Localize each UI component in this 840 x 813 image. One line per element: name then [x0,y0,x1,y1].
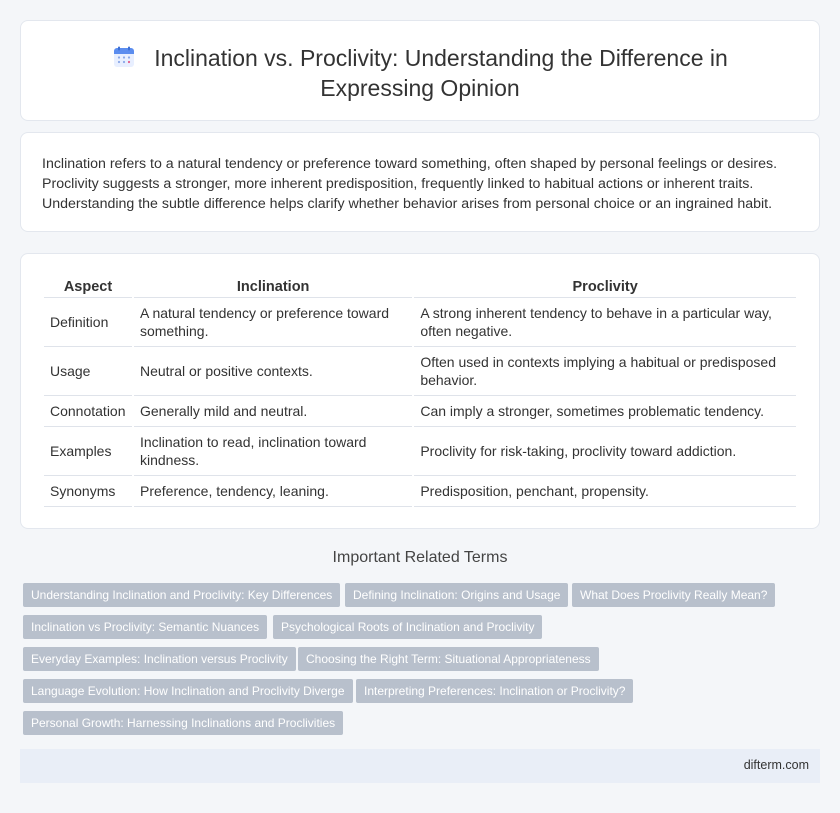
related-term-tag[interactable]: Inclination vs Proclivity: Semantic Nuances [23,615,267,639]
table-row [44,476,796,507]
row-aspect: Definition [44,298,132,347]
title-card [20,20,820,121]
related-term-tag[interactable]: Interpreting Preferences: Inclination or Proclivity? [356,679,633,703]
row-proclivity: Proclivity for risk-taking, proclivity toward addiction. [414,427,796,476]
related-term-tag[interactable]: Personal Growth: Harnessing Inclinations and Proclivities [23,711,343,735]
header-proclivity: Proclivity [414,273,796,298]
title-line-1: Inclination vs. Proclivity: Understanding the Difference in [154,45,728,71]
header-inclination: Inclination [134,273,412,298]
calendar-icon [112,45,136,69]
related-term-tag[interactable]: Defining Inclination: Origins and Usage [345,583,568,607]
related-terms-heading: Important Related Terms [332,549,508,566]
row-proclivity: A strong inherent tendency to behave in a particular way, often negative. [414,298,796,347]
intro-card [20,132,820,232]
row-proclivity: Often used in contexts implying a habitual or predisposed behavior. [414,347,796,396]
table-row [44,396,796,427]
row-inclination: Preference, tendency, leaning. [134,476,412,507]
row-aspect: Usage [44,347,132,396]
row-inclination: A natural tendency or preference toward something. [134,298,412,347]
related-term-tag[interactable]: Psychological Roots of Inclination and Proclivity [273,615,542,639]
header-aspect: Aspect [44,273,132,298]
intro-text: Inclination refers to a natural tendency or preference toward something, often shaped by personal feelings or desires. Proclivity suggests a stronger, more inherent predisposition, frequently linked to habitual actions or inherent traits. Understanding the subtle difference helps clarify whether behavior arises from personal choice or an ingrained habit. [42,156,778,212]
comparison-table-card [20,253,820,529]
footer [20,749,820,783]
row-aspect: Connotation [44,396,132,427]
title-line-2: Expressing Opinion [320,75,520,101]
row-proclivity: Can imply a stronger, sometimes problematic tendency. [414,396,796,427]
row-inclination: Neutral or positive contexts. [134,347,412,396]
row-inclination: Generally mild and neutral. [134,396,412,427]
comparison-table [42,273,798,507]
related-term-tag[interactable]: Choosing the Right Term: Situational Appropriateness [298,647,599,671]
footer-site-link[interactable]: difterm.com [743,758,809,772]
row-proclivity: Predisposition, penchant, propensity. [414,476,796,507]
table-row [44,347,796,396]
related-term-tag[interactable]: Understanding Inclination and Proclivity: Key Differences [23,583,340,607]
related-term-tag[interactable]: What Does Proclivity Really Mean? [572,583,775,607]
row-inclination: Inclination to read, inclination toward kindness. [134,427,412,476]
table-header-row [44,273,796,298]
row-aspect: Synonyms [44,476,132,507]
related-term-tag[interactable]: Language Evolution: How Inclination and Proclivity Diverge [23,679,353,703]
page-title [21,43,819,103]
row-aspect: Examples [44,427,132,476]
table-row [44,427,796,476]
related-term-tag[interactable]: Everyday Examples: Inclination versus Proclivity [23,647,296,671]
table-row [44,298,796,347]
